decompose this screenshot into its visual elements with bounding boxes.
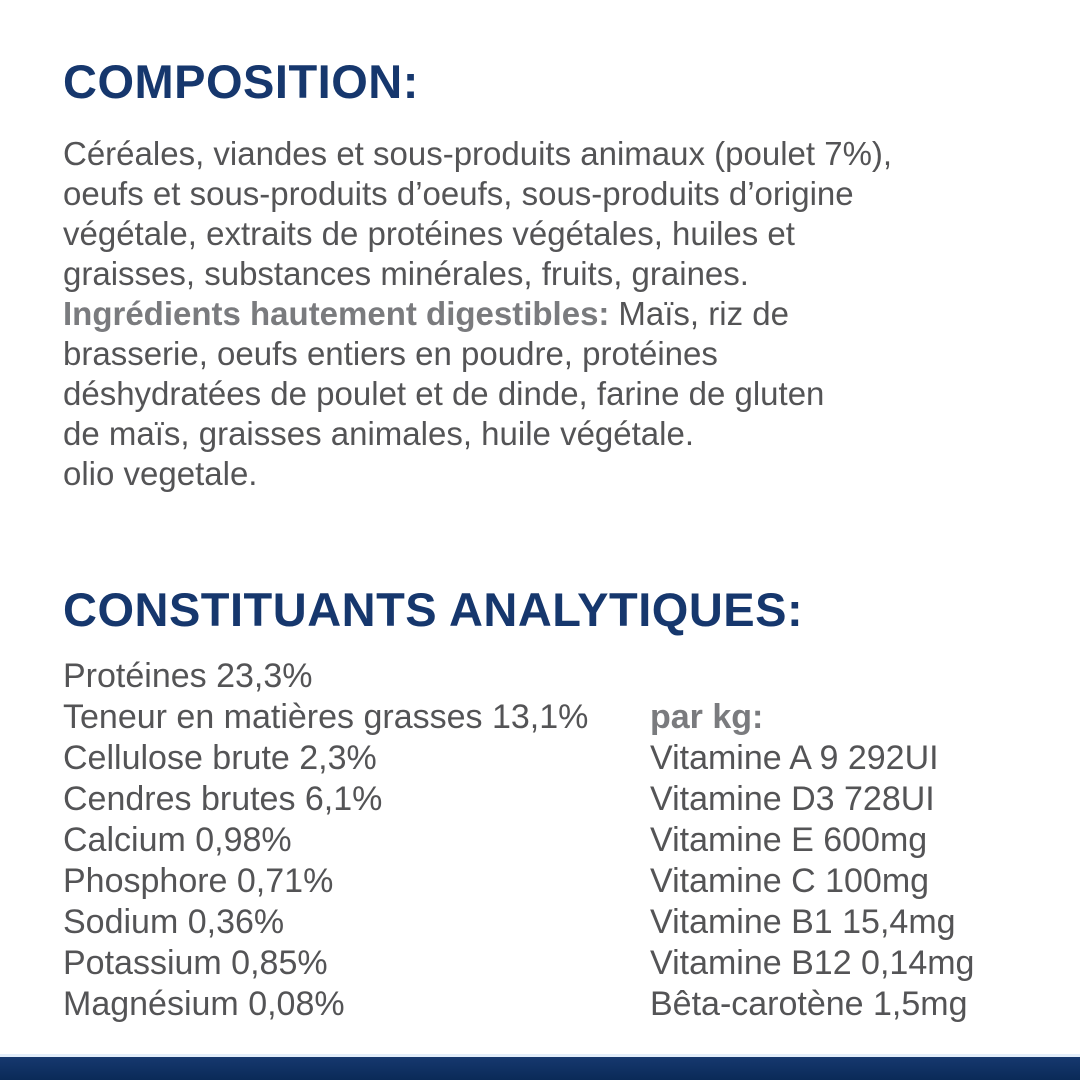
analytics-row-vitamine-c: Vitamine C 100mg: [650, 862, 930, 900]
analytics-row-beta-carotene: Bêta-carotène 1,5mg: [650, 985, 968, 1023]
highly-digestible-lead: Ingrédients hautement digestibles:: [63, 295, 610, 332]
analytics-row-calcium: Calcium 0,98%: [63, 821, 292, 859]
analytics-row-vitamine-b1: Vitamine B1 15,4mg: [650, 903, 956, 941]
analytics-left-column: [63, 656, 588, 1025]
composition-line-text: graisses, substances minérales, fruits, graines.: [63, 255, 749, 292]
analytics-row-vitamine-d3: Vitamine D3 728UI: [650, 780, 935, 818]
analytics-row-proteines: Protéines 23,3%: [63, 657, 313, 695]
composition-line-text: olio vegetale.: [63, 455, 258, 492]
composition-line: [63, 334, 1063, 374]
composition-line: [63, 134, 1063, 174]
composition-line-text: Céréales, viandes et sous-produits animaux (poulet 7%),: [63, 135, 893, 172]
analytical-constituents-heading: CONSTITUANTS ANALYTIQUES:: [63, 583, 804, 636]
analytics-right-column: [650, 697, 974, 1025]
composition-line: [63, 294, 1063, 334]
per-kg-heading: par kg:: [650, 698, 764, 736]
composition-line-text: végétale, extraits de protéines végétales, huiles et: [63, 215, 795, 252]
composition-paragraph: [63, 134, 1063, 494]
composition-heading: COMPOSITION:: [63, 55, 419, 108]
composition-line: [63, 414, 1063, 454]
analytics-row-vitamine-e: Vitamine E 600mg: [650, 821, 928, 859]
footer-brand-bar: [0, 1054, 1080, 1080]
analytics-row-matieres-grasses: Teneur en matières grasses 13,1%: [63, 698, 589, 736]
composition-line: [63, 254, 1063, 294]
composition-line-text: Maïs, riz de: [618, 295, 789, 332]
composition-line: [63, 174, 1063, 214]
composition-line: [63, 214, 1063, 254]
composition-line: [63, 454, 1063, 494]
composition-line-text: oeufs et sous-produits d’oeufs, sous-produits d’origine: [63, 175, 854, 212]
composition-line-text: déshydratées de poulet et de dinde, farine de gluten: [63, 375, 825, 412]
analytics-row-vitamine-b12: Vitamine B12 0,14mg: [650, 944, 975, 982]
analytics-row-vitamine-a: Vitamine A 9 292UI: [650, 739, 939, 777]
analytics-row-magnesium: Magnésium 0,08%: [63, 985, 345, 1023]
composition-line-text: de maïs, graisses animales, huile végétale.: [63, 415, 694, 452]
analytics-row-sodium: Sodium 0,36%: [63, 903, 285, 941]
composition-line-text: brasserie, oeufs entiers en poudre, protéines: [63, 335, 718, 372]
composition-line: [63, 374, 1063, 414]
analytics-row-cendres: Cendres brutes 6,1%: [63, 780, 383, 818]
analytics-row-cellulose: Cellulose brute 2,3%: [63, 739, 377, 777]
analytics-row-potassium: Potassium 0,85%: [63, 944, 328, 982]
analytics-row-phosphore: Phosphore 0,71%: [63, 862, 334, 900]
